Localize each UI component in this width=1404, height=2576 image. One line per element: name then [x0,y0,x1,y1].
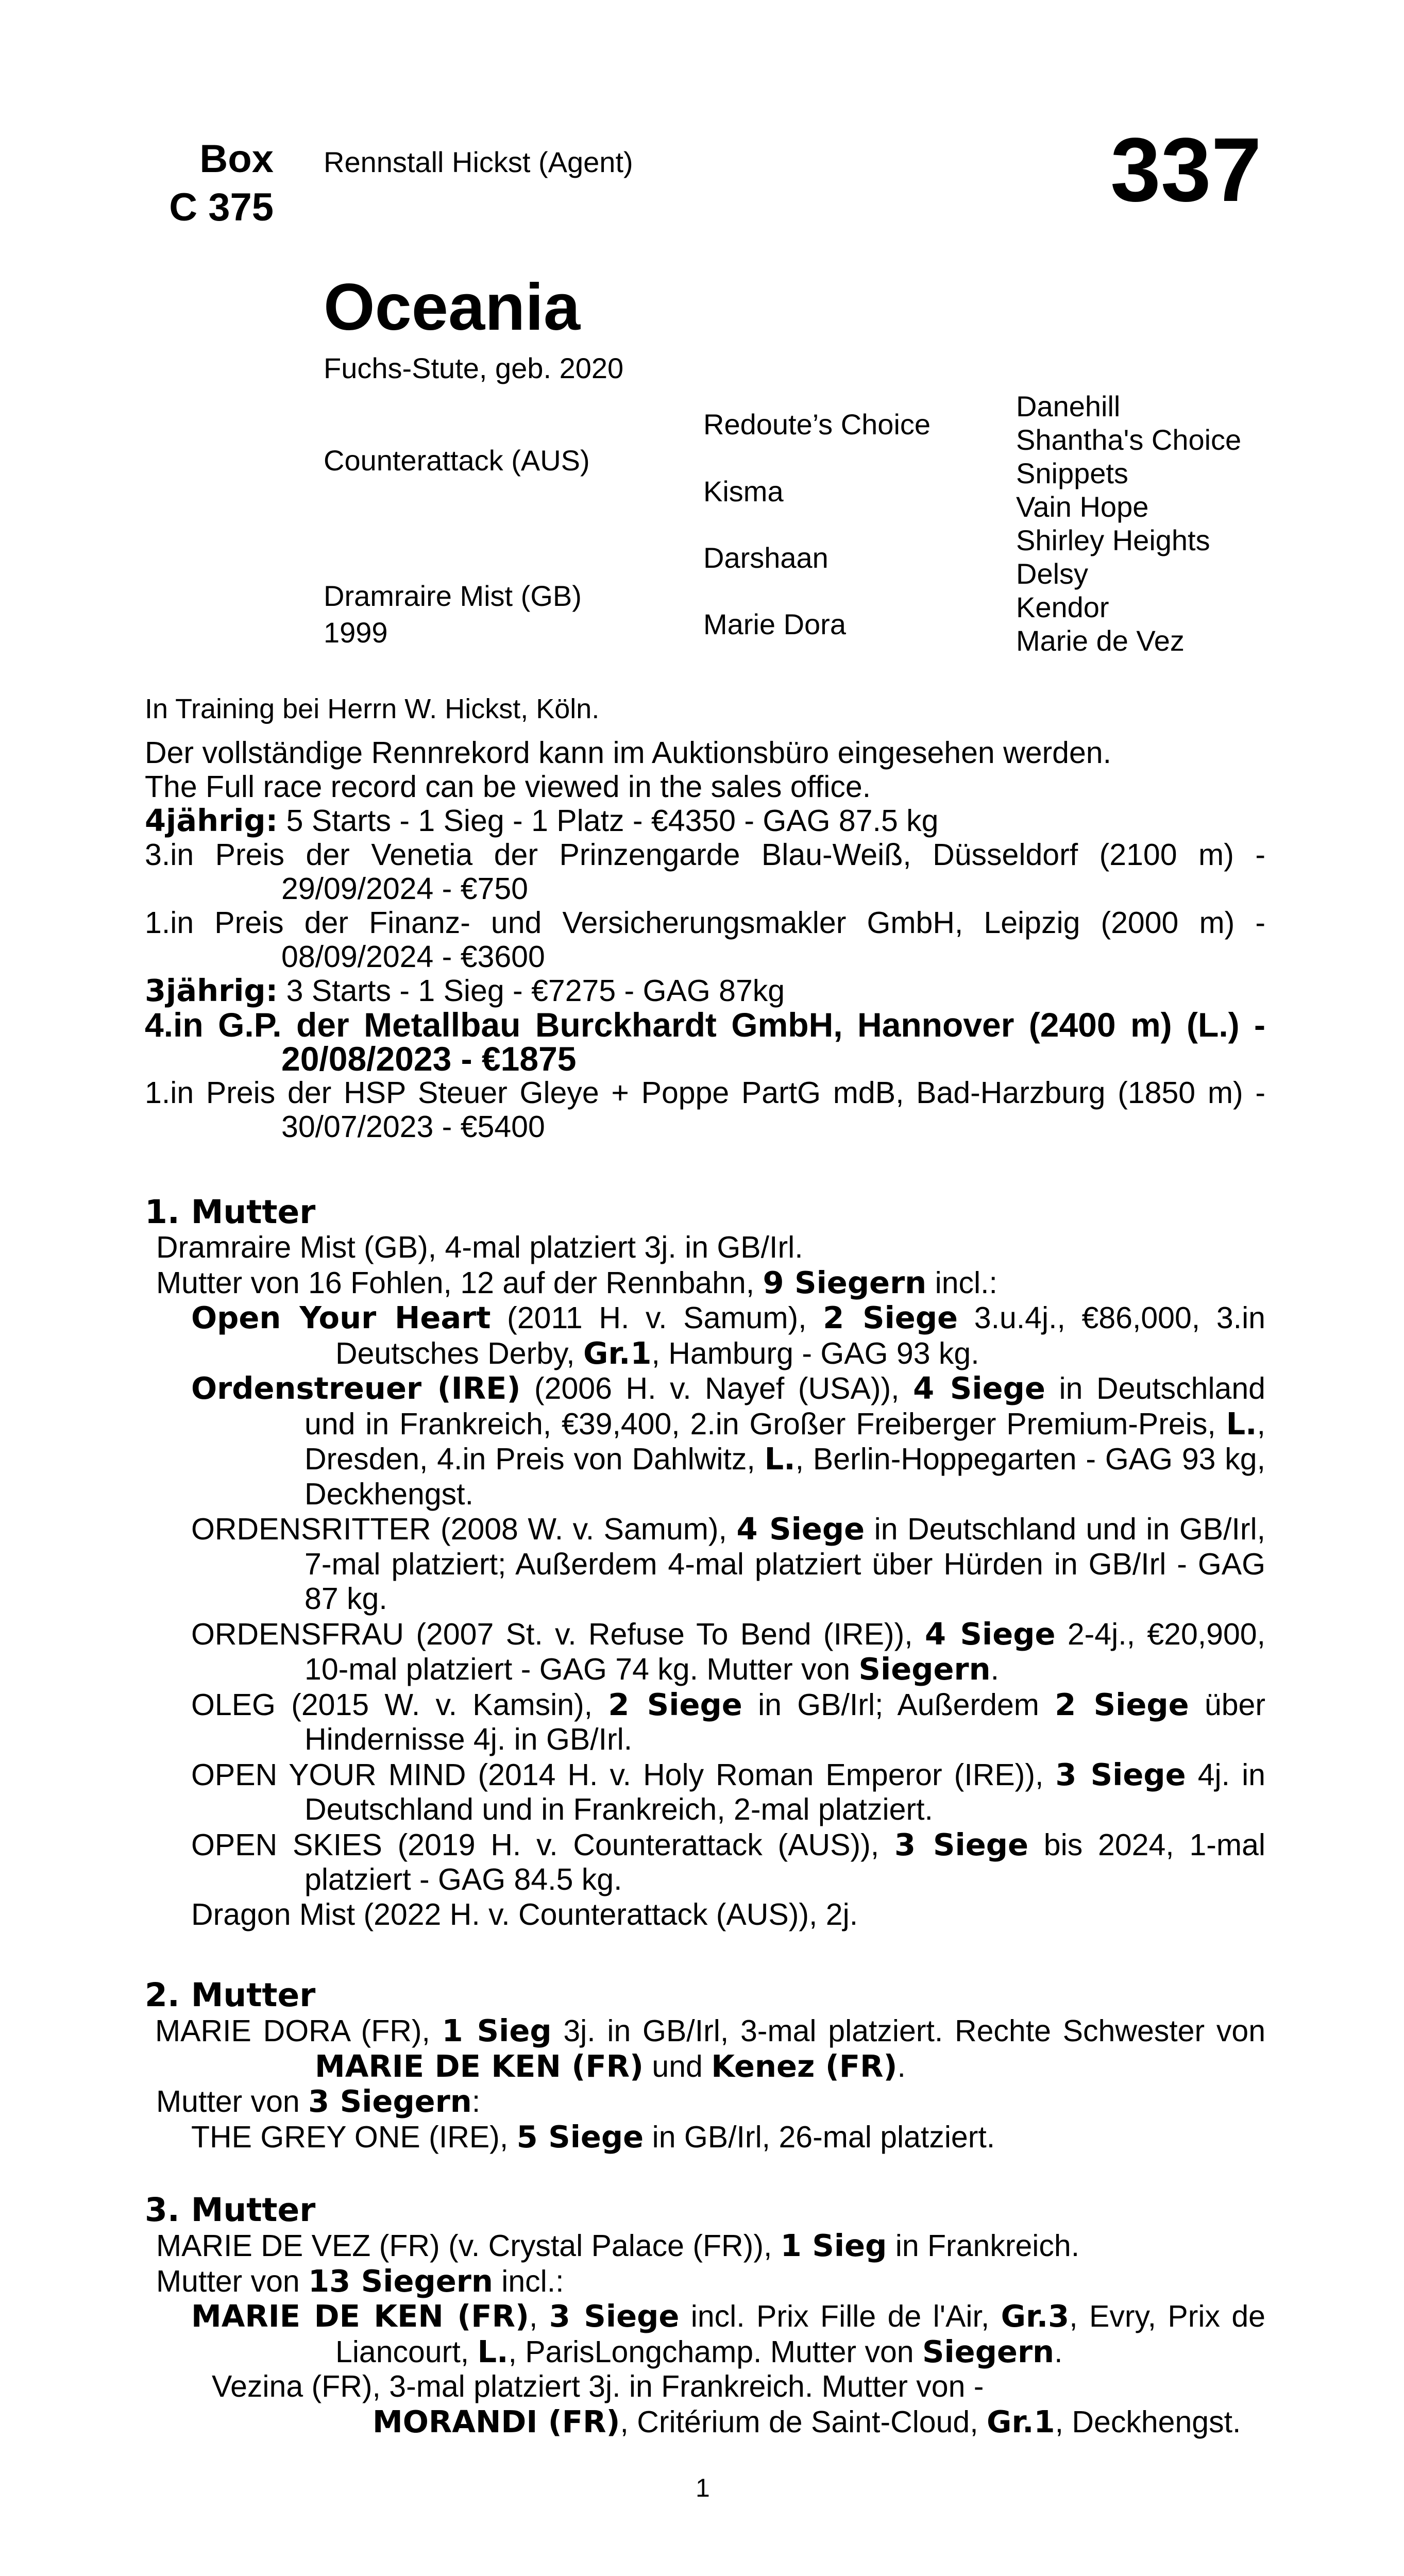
dam3-heading: 3. Mutter [145,2191,316,2229]
page-number: 1 [696,2473,710,2502]
dam2-heading: 2. Mutter [145,1976,316,2014]
offspring-open-skies: OPEN SKIES (2019 H. v. Counterattack (AUS)), 3 Siege bis 2024, 1-mal platziert - GAG 84.5 kg. [191,1826,1265,1896]
box-label [145,135,274,232]
offspring-dragon-mist: Dragon Mist (2022 H. v. Counterattack (AUS)), 2j. [191,1897,858,1931]
dam2-line2: Mutter von 3 Siegern: [156,2083,481,2119]
dam1-line1: Dramraire Mist (GB), 4-mal platziert 3j. in GB/Irl. [156,1230,803,1264]
age3-label: 3jährig: [145,973,278,1008]
offspring-ordensritter: ORDENSRITTER (2008 W. v. Samum), 4 Siege in Deutschland und in GB/Irl, 7-mal platziert; Außerdem 4-mal platziert über Hürden in GB/Irl - GAG 87 kg. [191,1511,1265,1616]
age4-label: 4jährig: [145,803,278,838]
offspring-ordensfrau: ORDENSFRAU (2007 St. v. Refuse To Bend (IRE)), 4 Siege 2-4j., €20,900, 10-mal platziert - GAG 74 kg. Mutter von Siegern. [191,1616,1265,1687]
pedigree-gg-4: Vain Hope [1016,490,1149,523]
dam1-section [145,1194,1265,1932]
horse-name: Oceania [324,270,581,344]
box-number: C 375 [169,185,274,229]
dam1-heading: 1. Mutter [145,1193,316,1231]
age3-summary: 3jährig: 3 Starts - 1 Sieg - €7275 - GAG 87kg [145,973,785,1008]
dam1-line2: Mutter von 16 Fohlen, 12 auf der Rennbahn, 9 Siegern incl.: [156,1264,997,1300]
offspring-the-grey-one: THE GREY ONE (IRE), 5 Siege in GB/Irl, 26-mal platziert. [191,2119,995,2155]
age4-summary: 4jährig: 5 Starts - 1 Sieg - 1 Platz - €4350 - GAG 87.5 kg [145,803,939,838]
pedigree-gg-7: Kendor [1016,591,1109,623]
pedigree-gg-5: Shirley Heights [1016,524,1210,556]
dam3-line2: Mutter von 13 Siegern incl.: [156,2263,564,2299]
horse-description: Fuchs-Stute, geb. 2020 [324,352,624,384]
pedigree-sire: Counterattack (AUS) [324,444,590,477]
offspring-open-your-heart: Open Your Heart (2011 H. v. Samum), 2 Siege 3.u.4j., €86,000, 3.in Deutsches Derby, Gr.1, Hamburg - GAG 93 kg. [191,1300,1265,1371]
race-record [145,736,1265,1144]
dam3-line1: MARIE DE VEZ (FR) (v. Crystal Palace (FR)), 1 Sieg in Frankreich. [156,2228,1080,2263]
pedigree-gg-8: Marie de Vez [1016,624,1185,657]
box-line1: Box [199,137,274,181]
pedigree-dam-year: 1999 [324,616,388,649]
pedigree-gg-3: Snippets [1016,457,1128,489]
age3-run-1: 4.in G.P. der Metallbau Burckhardt GmbH, Hannover (2400 m) (L.) - 20/08/2023 - €1875 [145,1006,1265,1078]
pedigree-gg-2: Shantha's Choice [1016,423,1242,456]
pedigree-dam: Dramraire Mist (GB) [324,580,582,612]
pedigree-gg-1: Danehill [1016,390,1121,422]
age4-run-2: 1.in Preis der Finanz- und Versicherungsmakler GmbH, Leipzig (2000 m) - 08/09/2024 - €3600 [145,906,1265,974]
dam2-line1: MARIE DORA (FR), 1 Sieg 3j. in GB/Irl, 3-mal platziert. Rechte Schwester von MARIE DE KEN (FR) und Kenez (FR). [155,2013,1266,2084]
pedigree-granddam: Kisma [703,475,784,507]
training-note: In Training bei Herrn W. Hickst, Köln. [145,693,600,724]
record-intro-de: Der vollständige Rennrekord kann im Auktionsbüro eingesehen werden. [145,736,1112,770]
offspring-ordenstreuer: Ordenstreuer (IRE) (2006 H. v. Nayef (USA)), 4 Siege in Deutschland und in Frankreich, €39,400, 2.in Großer Freiberger Premium-Preis, L., Dresden, 4.in Preis von Dahlwitz, L., Berlin-Hoppegarten - GAG 93 kg, Deckhengst. [191,1370,1265,1511]
dam3-section [145,2192,1265,2439]
offspring-marie-de-ken: MARIE DE KEN (FR), 3 Siege incl. Prix Fille de l'Air, Gr.3, Evry, Prix de Liancourt, L., ParisLongchamp. Mutter von Siegern. [191,2298,1265,2369]
pedigree-dam-sire: Darshaan [703,541,828,574]
age4-run-1: 3.in Preis der Venetia der Prinzengarde Blau-Weiß, Düsseldorf (2100 m) - 29/09/2024 - €750 [145,838,1265,906]
age3-run-2: 1.in Preis der HSP Steuer Gleye + Poppe PartG mdB, Bad-Harzburg (1850 m) - 30/07/2023 - €5400 [145,1076,1265,1144]
pedigree-grandsire: Redoute’s Choice [703,408,931,440]
offspring-open-your-mind: OPEN YOUR MIND (2014 H. v. Holy Roman Emperor (IRE)), 3 Siege 4j. in Deutschland und in Frankreich, 2-mal platziert. [191,1756,1265,1826]
offspring-oleg: OLEG (2015 W. v. Kamsin), 2 Siege in GB/Irl; Außerdem 2 Siege über Hindernisse 4j. in GB/Irl. [191,1686,1266,1756]
dam2-section [145,1977,1265,2155]
consignor: Rennstall Hickst (Agent) [324,146,633,178]
record-intro-en: The Full race record can be viewed in the sales office. [145,770,871,804]
pedigree-dam-dam: Marie Dora [703,608,846,640]
lot-number: 337 [1110,120,1262,221]
pedigree-gg-6: Delsy [1016,557,1089,590]
offspring-vezina: Vezina (FR), 3-mal platziert 3j. in Frankreich. Mutter von - MORANDI (FR), Critérium de Saint-Cloud, Gr.1, Deckhengst. [212,2369,1241,2439]
